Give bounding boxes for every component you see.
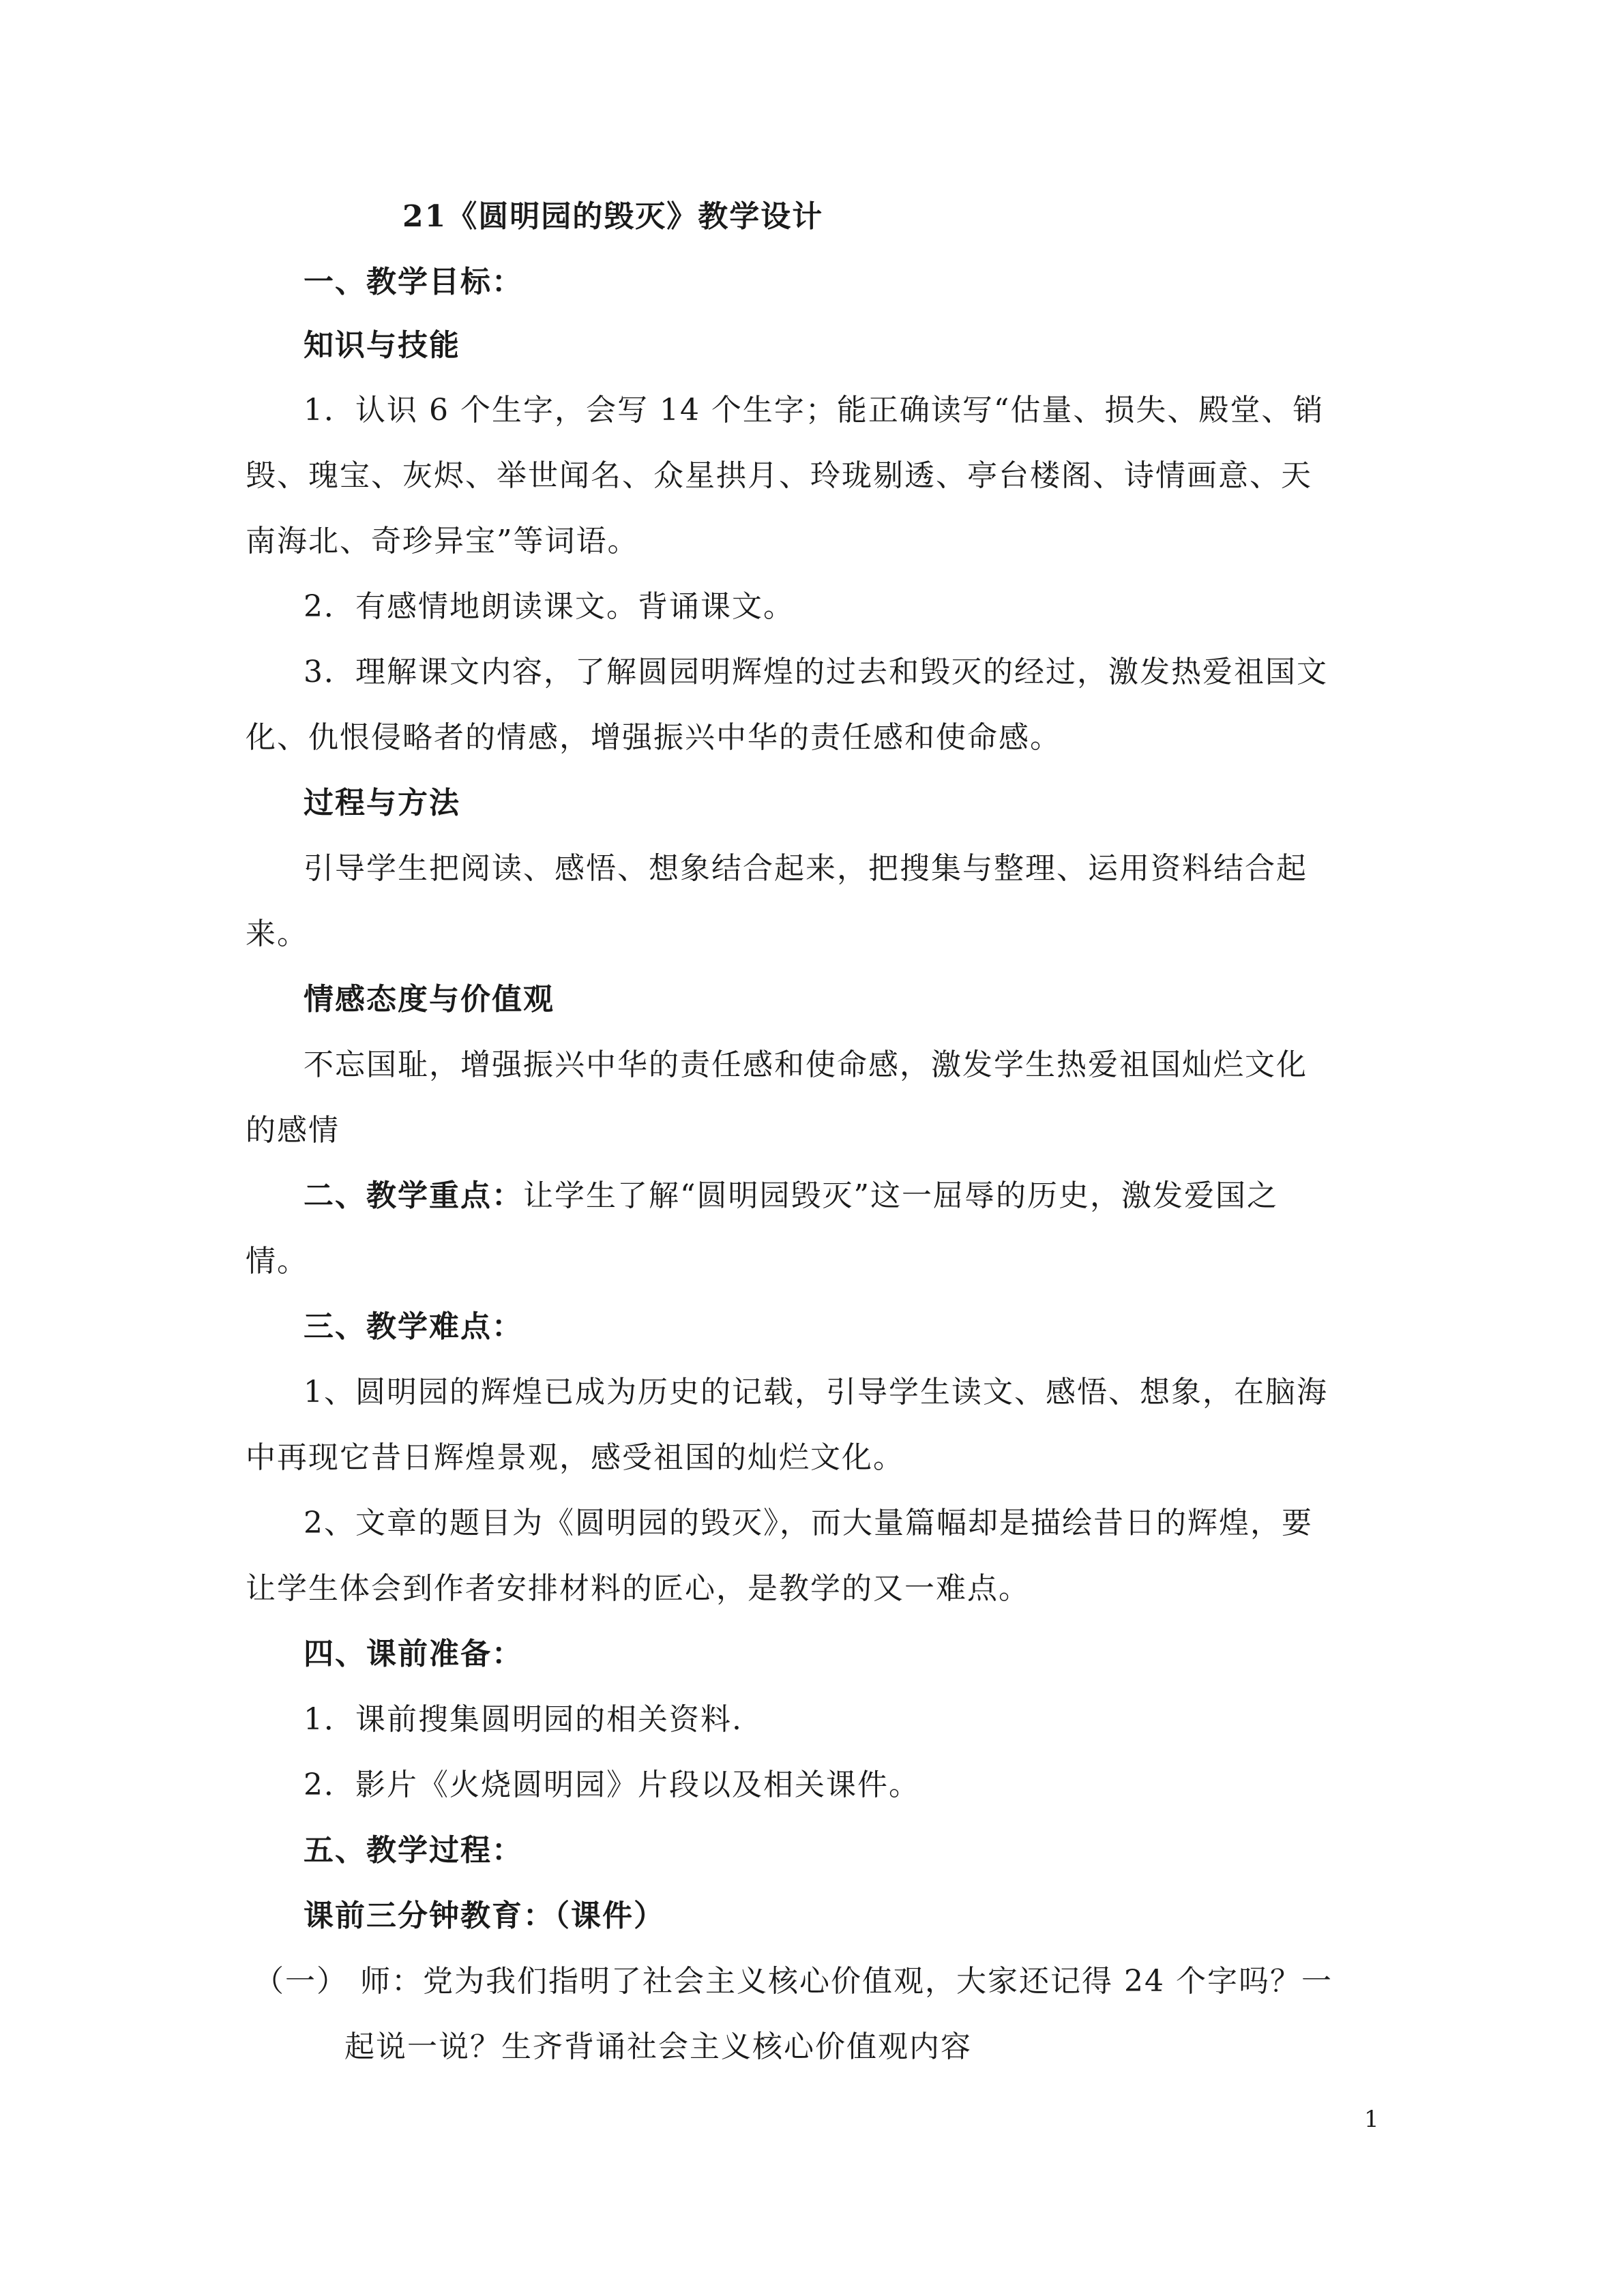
step-1-line-2: 起说一说？生齐背诵社会主义核心价值观内容 [344, 2029, 972, 2064]
document-title: 21《圆明园的毁灭》教学设计 [402, 199, 824, 234]
emotion-text-line-1: 不忘国耻，增强振兴中华的责任感和使命感，激发学生热爱祖国灿烂文化 [304, 1047, 1308, 1082]
step-1-marker: （一） [254, 1964, 348, 1999]
page-number: 1 [1364, 2106, 1379, 2133]
pre-class-heading: 课前三分钟教育：（课件） [304, 1898, 665, 1933]
process-text-line-2: 来。 [246, 916, 308, 951]
section-heading-preparation: 四、课前准备： [304, 1637, 523, 1671]
step-1-line-1: 师：党为我们指明了社会主义核心价值观，大家还记得 24 个字吗？一 [360, 1964, 1333, 1999]
subheading-process-methods: 过程与方法 [304, 786, 460, 820]
knowledge-item-3-line-1: 3．理解课文内容，了解圆园明辉煌的过去和毁灭的经过，激发热爱祖国文 [304, 655, 1328, 689]
knowledge-item-1-line-2: 毁、瑰宝、灰烬、举世闻名、众星拱月、玲珑剔透、亭台楼阁、诗情画意、天 [246, 458, 1312, 493]
subheading-knowledge-skills: 知识与技能 [304, 328, 460, 363]
difficulty-item-1-line-2: 中再现它昔日辉煌景观，感受祖国的灿烂文化。 [246, 1440, 904, 1475]
key-points-text: 让学生了解“圆明园毁灭”这一屈辱的历史，激发爱国之 [523, 1178, 1278, 1213]
key-points-paragraph [304, 1176, 1278, 1217]
process-text-line-1: 引导学生把阅读、感悟、想象结合起来，把搜集与整理、运用资料结合起 [304, 851, 1308, 886]
subheading-emotion-values: 情感态度与价值观 [304, 982, 555, 1017]
difficulty-item-1-line-1: 1、圆明园的辉煌已成为历史的记载，引导学生读文、感悟、想象，在脑海 [304, 1375, 1328, 1410]
knowledge-item-1-line-3: 南海北、奇珍异宝”等词语。 [246, 524, 639, 558]
key-points-text-line-2: 情。 [246, 1244, 308, 1279]
preparation-item-2: 2．影片《火烧圆明园》片段以及相关课件。 [304, 1768, 920, 1802]
knowledge-item-2: 2．有感情地朗读课文。背诵课文。 [304, 589, 795, 624]
emotion-text-line-2: 的感情 [246, 1113, 340, 1148]
knowledge-item-1-line-1: 1．认识 6 个生字，会写 14 个生字；能正确读写“估量、损失、殿堂、销 [304, 393, 1325, 428]
preparation-item-1: 1．课前搜集圆明园的相关资料. [304, 1702, 743, 1737]
section-heading-key-points: 二、教学重点： [304, 1178, 523, 1213]
section-heading-process: 五、教学过程： [304, 1833, 523, 1868]
section-heading-difficulties: 三、教学难点： [304, 1309, 523, 1344]
difficulty-item-2-line-2: 让学生体会到作者安排材料的匠心，是教学的又一难点。 [246, 1571, 1030, 1606]
knowledge-item-3-line-2: 化、仇恨侵略者的情感，增强振兴中华的责任感和使命感。 [246, 720, 1061, 755]
section-heading-objectives: 一、教学目标： [304, 265, 523, 299]
difficulty-item-2-line-1: 2、文章的题目为《圆明园的毁灭》，而大量篇幅却是描绘昔日的辉煌，要 [304, 1506, 1313, 1540]
